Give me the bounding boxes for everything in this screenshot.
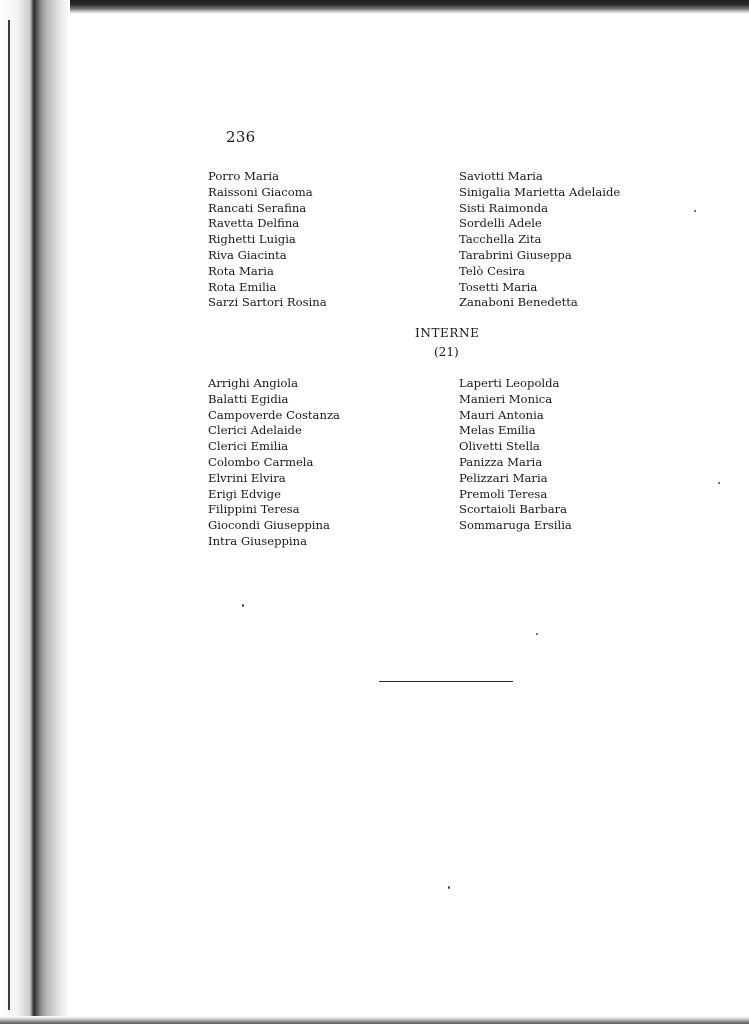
list-item: Sommaruga Ersilia <box>459 518 572 533</box>
list-item: Tarabrini Giuseppa <box>459 247 572 262</box>
list-item: Saviotti Maria <box>459 169 543 183</box>
page-number: 236 <box>226 128 256 146</box>
print-speck <box>694 210 696 212</box>
list-item: Clerici Emilia <box>208 439 289 454</box>
list-item: Sarzi Sartori Rosina <box>208 295 327 310</box>
list-item: Sisti Raimonda <box>459 200 549 215</box>
list-item: Sinigalia Marietta Adelaide <box>459 184 621 199</box>
list-item: Filippini Teresa <box>208 502 300 517</box>
list-item: Zanaboni Benedetta <box>459 295 578 310</box>
list-item: Erigi Edvige <box>208 486 281 501</box>
list-item: Mauri Antonia <box>459 407 544 422</box>
book-binding-edge <box>0 0 70 1024</box>
list-item: Rota Maria <box>208 263 274 278</box>
section-heading: INTERNE <box>415 326 480 340</box>
list-item: Raissoni Giacoma <box>208 184 313 199</box>
scan-bottom-edge <box>0 1016 749 1024</box>
list-item: Melas Emilia <box>459 423 536 438</box>
list-item: Panizza Maria <box>459 454 543 469</box>
list-item: Arrighi Angiola <box>208 376 299 390</box>
print-speck <box>718 482 720 484</box>
list-item: Sordelli Adele <box>459 216 542 231</box>
print-speck <box>536 633 538 635</box>
scan-top-edge <box>0 0 749 14</box>
binding-shadow-line <box>8 20 10 1010</box>
list-item: Porro Maria <box>208 169 280 183</box>
name-list-left-top <box>208 169 327 311</box>
list-item: Ravetta Delfina <box>208 216 300 231</box>
list-item: Rota Emilia <box>208 279 277 294</box>
section-count: (21) <box>434 345 459 359</box>
list-item: Campoverde Costanza <box>208 407 340 422</box>
list-item: Giocondi Giuseppina <box>208 518 330 533</box>
list-item: Balatti Egidia <box>208 391 289 406</box>
list-item: Manieri Monica <box>459 391 553 406</box>
list-item: Colombo Carmela <box>208 454 314 469</box>
list-item: Tosetti Maria <box>459 279 538 294</box>
end-rule <box>379 681 513 682</box>
list-item: Pelizzari Maria <box>459 470 548 485</box>
list-item: Righetti Luigia <box>208 232 296 247</box>
name-list-left-bottom <box>208 376 340 550</box>
list-item: Tacchella Zita <box>459 232 542 247</box>
list-item: Scortaioli Barbara <box>459 502 568 517</box>
list-item: Clerici Adelaide <box>208 423 302 438</box>
name-list-right-top <box>459 169 620 311</box>
list-item: Telò Cesira <box>459 263 525 278</box>
print-speck <box>242 604 244 607</box>
name-list-right-bottom <box>459 376 572 534</box>
list-item: Premoli Teresa <box>459 486 548 501</box>
list-item: Laperti Leopolda <box>459 376 560 390</box>
list-item: Rancati Serafina <box>208 200 307 215</box>
print-speck <box>448 886 450 889</box>
list-item: Intra Giuseppina <box>208 533 308 548</box>
list-item: Riva Giacinta <box>208 247 287 262</box>
list-item: Elvrini Elvira <box>208 470 286 485</box>
list-item: Olivetti Stella <box>459 439 540 454</box>
